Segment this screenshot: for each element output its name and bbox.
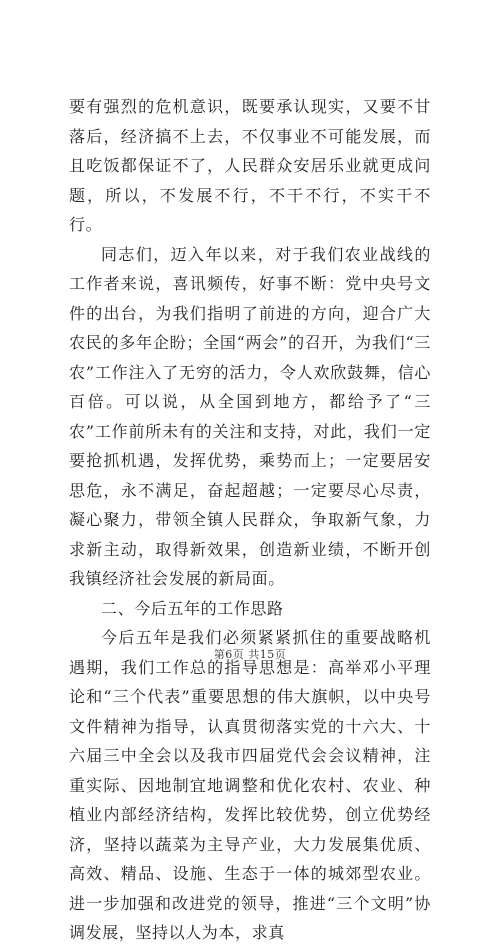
paragraph-1: 要有强烈的危机意识，既要承认现实，又要不甘落后，经济搞不上去，不仅事业不可能发展，而且吃饭都保证不了，人民群众安居乐业就更成问题，所以，不发展不行，不干不行，不实干不行。 bbox=[69, 97, 431, 234]
document-body bbox=[69, 92, 431, 948]
paragraph-3: 今后五年是我们必须紧紧抓住的重要战略机遇期，我们工作总的指导思想是：高举邓小平理论和“三个代表”重要思想的伟大旗帜，以中央号文件精神为指导，认真贯彻落实党的十六大、十六届三中全会以及我市四届党代会会议精神，注重实际、因地制宜地调整和优化农村、农业、种植业内部经济结构，发挥比较优势，创立优势经济，坚持以蔬菜为主导产业，大力发展集优质、高效、精品、设施、生态于一体的城郊型农业。进一步加强和改进党的领导，推进“三个文明”协调发展，坚持以人为本，求真 bbox=[69, 628, 431, 942]
page-footer: 第6页 共15页 bbox=[213, 648, 287, 661]
section-heading: 二、今后五年的工作思路 bbox=[101, 598, 284, 618]
paragraph-2: 同志们，迈入年以来，对于我们农业战线的工作者来说，喜讯频传，好事不断：党中央号文件的出台，为我们指明了前进的方向，迎合广大农民的多年企盼；全国“两会”的召开，为我们“三农”工作注入了无穷的活力，令人欢欣鼓舞，信心百倍。可以说，从全国到地方，都给予了“三农”工作前所未有的关注和支持，对此，我们一定要抢抓机遇，发挥优势，乘势而上；一定要居安思危，永不满足，奋起超越；一定要尽心尽责，凝心聚力，带领全镇人民群众，争取新气象，力求新主动，取得新效果，创造新业绩，不断开创我镇经济社会发展的新局面。 bbox=[69, 244, 431, 588]
